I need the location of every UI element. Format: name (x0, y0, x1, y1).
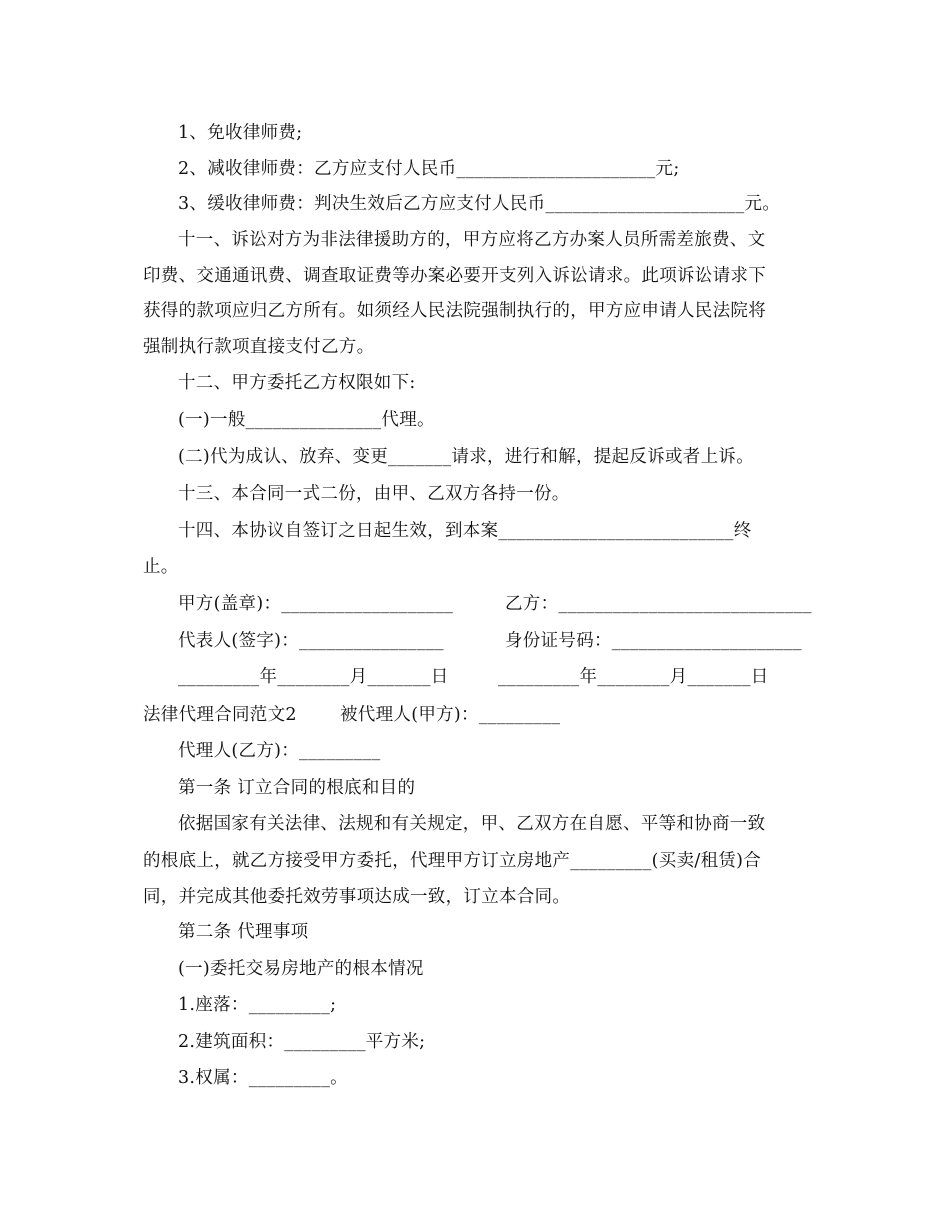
party-a-seal: 甲方(盖章)：___________________ (178, 594, 454, 614)
article-1-line-2: 的根底上，就乙方接受甲方委托，代理甲方订立房地产_________(买卖/租赁)合 (143, 851, 762, 871)
location-item: 1.座落：_________; (178, 995, 337, 1015)
fee-reduction-item: 2、减收律师费：乙方应支付人民币______________________元; (178, 159, 680, 179)
clause-11-line-3: 获得的款项应归乙方所有。如须经人民法院强制执行的，甲方应申请人民法院将 (143, 301, 766, 321)
agent-party-b: 代理人(乙方)：_________ (178, 741, 381, 761)
date-party-a: _________年________月_______日 (178, 667, 449, 687)
clause-11-line-1: 十一、诉讼对方为非法律援助方的，甲方应将乙方办案人员所需差旅费、文 (178, 230, 766, 250)
fee-deferral-item: 3、缓收律师费：判决生效后乙方应支付人民币______________________元。 (178, 194, 781, 214)
article-2-subheading: (一)委托交易房地产的根本情况 (178, 959, 424, 979)
clause-14-line-1: 十四、本协议自签订之日起生效，到本案__________________________终 (178, 521, 752, 541)
article-1-heading: 第一条 订立合同的根底和目的 (178, 778, 416, 798)
party-b: 乙方：____________________________ (505, 594, 812, 614)
clause-12-item-1: (一)一般_______________代理。 (178, 410, 435, 430)
id-number: 身份证号码：_____________________ (505, 631, 802, 651)
article-2-heading: 第二条 代理事项 (178, 922, 309, 942)
clause-11-line-4: 强制执行款项直接支付乙方。 (143, 337, 375, 357)
clause-14-line-2: 止。 (143, 557, 179, 577)
ownership-item: 3.权属：_________。 (178, 1068, 348, 1088)
representative-signature: 代表人(签字)：________________ (178, 631, 444, 651)
floor-area-item: 2.建筑面积：_________平方米; (178, 1032, 426, 1052)
clause-12-heading: 十二、甲方委托乙方权限如下: (178, 373, 416, 393)
principal-party-a: 被代理人(甲方)：_________ (340, 705, 561, 725)
date-party-b: _________年________月_______日 (498, 667, 769, 687)
article-1-line-1: 依据国家有关法律、法规和有关规定，甲、乙双方在自愿、平等和协商一致 (178, 814, 766, 834)
fee-waiver-item: 1、免收律师费; (178, 123, 303, 143)
clause-13: 十三、本合同一式二份，由甲、乙双方各持一份。 (178, 484, 570, 504)
contract-2-title: 法律代理合同范文2 (143, 705, 297, 725)
article-1-line-3: 同，并完成其他委托效劳事项达成一致，订立本合同。 (143, 887, 571, 907)
clause-11-line-2: 印费、交通通讯费、调查取证费等办案必要开支列入诉讼请求。此项诉讼请求下 (143, 266, 766, 286)
clause-12-item-2: (二)代为成认、放弃、变更_______请求，进行和解，提起反诉或者上诉。 (178, 447, 755, 467)
